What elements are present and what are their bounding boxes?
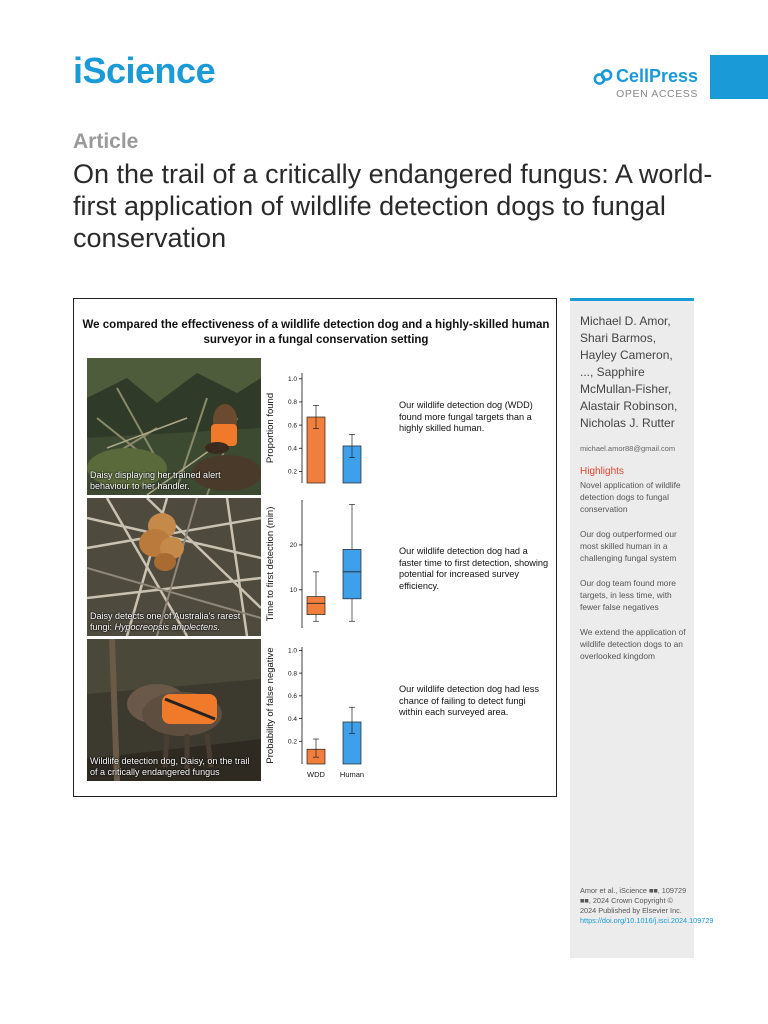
doi-link[interactable]: https://doi.org/10.1016/j.isci.2024.109729 (580, 916, 714, 925)
photo-fungus (87, 498, 261, 636)
publisher-name: CellPress (615, 66, 698, 86)
corner-accent-block (710, 55, 768, 99)
y-tick-label: 0.8 (287, 670, 297, 678)
photo-dog-trail (87, 639, 261, 781)
y-tick-label: 0.6 (287, 693, 297, 701)
y-tick-label: 0.4 (287, 445, 297, 453)
citation-block (580, 886, 714, 926)
y-axis-label: Time to first detection (min) (265, 506, 276, 622)
photo-dog-alert (87, 358, 261, 495)
y-tick-label: 20 (289, 542, 297, 550)
corresponding-email[interactable]: michael.amor88@gmail.com (580, 444, 676, 453)
y-tick-label: 0.4 (287, 715, 297, 723)
finding-text: Our wildlife detection dog had less chance of failing to detect fungi within each surveyed area. (399, 684, 539, 717)
box-human (343, 549, 361, 598)
caption-text: Daisy detects one of Australia's rarest fungi: (90, 611, 241, 632)
y-tick-label: 10 (289, 587, 297, 595)
cellpress-logo[interactable] (588, 66, 698, 100)
highlight-item: We extend the application of wildlife detection dogs to an overlooked kingdom (580, 627, 686, 661)
x-category-label: WDD (307, 770, 325, 779)
y-tick-label: 0.6 (287, 422, 297, 430)
author-list[interactable]: Michael D. Amor, Shari Barmos, Hayley Cameron, ..., Sapphire McMullan-Fisher, Alastair Robinson, Nicholas J. Rutter (580, 314, 678, 430)
sidebar (570, 298, 714, 958)
cellpress-link-icon (593, 68, 613, 86)
photo-caption (90, 611, 258, 633)
journal-logo[interactable]: iScience (73, 50, 216, 91)
photo-caption: Daisy displaying her trained alert behaviour to her handler. (90, 470, 221, 491)
x-category-label: Human (339, 770, 365, 779)
photo-caption: Wildlife detection dog, Daisy, on the trail of a critically endangered fungus (90, 756, 250, 777)
y-tick-label: 0.2 (287, 468, 297, 476)
finding-text: Our wildlife detection dog (WDD) found more fungal targets than a highly skilled human. (399, 400, 533, 433)
article-type: Article (73, 130, 139, 153)
y-axis-label: Proportion found (265, 392, 276, 464)
box-wdd (307, 597, 325, 615)
y-tick-label: 1.0 (287, 376, 297, 384)
open-access-label: OPEN ACCESS (616, 88, 698, 100)
graphical-abstract (73, 298, 557, 797)
highlight-item: Our dog outperformed our most skilled human in a challenging fungal system (580, 529, 677, 563)
y-tick-label: 0.2 (287, 738, 297, 746)
highlight-item: Novel application of wildlife detection dogs to fungal conservation (580, 480, 681, 514)
graphical-abstract-heading: We compared the effectiveness of a wildlife detection dog and a highly-skilled human surveyor in a fungal conservation setting (82, 319, 550, 346)
citation-text: Amor et al., iScience ■■, 109729 (580, 886, 687, 895)
y-tick-label: 0.8 (287, 399, 297, 407)
copyright-text: ■■, 2024 Crown Copyright © 2024 Published by Elsevier Inc. (580, 896, 682, 915)
highlight-item: Our dog team found more targets, in less time, with fewer false negatives (580, 578, 676, 612)
finding-text: Our wildlife detection dog had a faster time to first detection, showing potential for increased survey efficiency. (399, 546, 549, 591)
highlights-title: Highlights (580, 466, 624, 477)
species-name: Hypocreopsis amplectens. (114, 622, 221, 632)
article-title: On the trail of a critically endangered fungus: A world-first application of wildlife detection dogs to fungal conservation (73, 159, 713, 253)
y-axis-label: Probability of false negative (265, 647, 276, 764)
y-tick-label: 1.0 (287, 647, 297, 655)
